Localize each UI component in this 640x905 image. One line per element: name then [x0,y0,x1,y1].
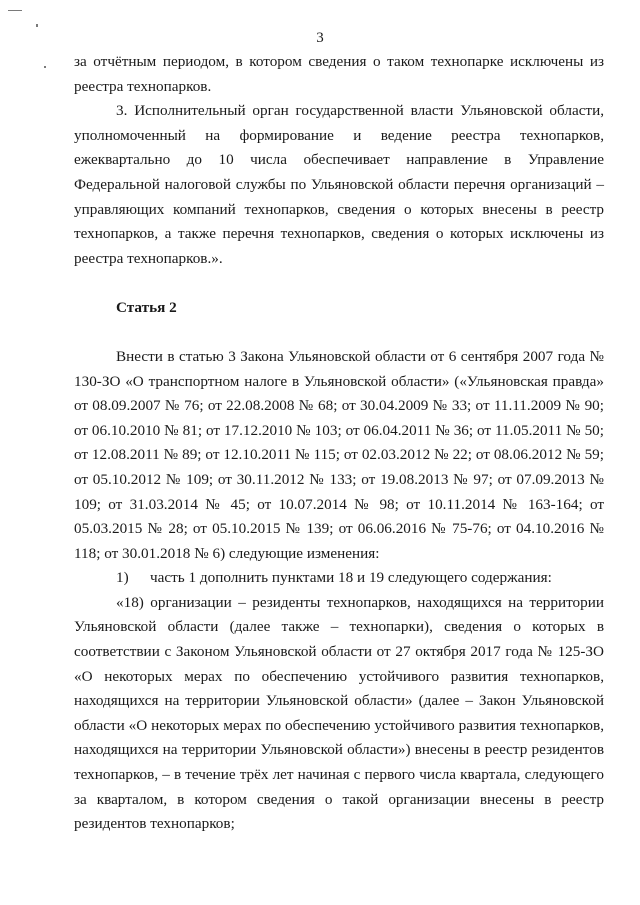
paragraph-amendment-intro: Внести в статью 3 Закона Ульяновской области от 6 сентября 2007 года № 130-ЗО «О транспортном налоге в Ульяновской области» («Ульяновская правда» от 08.09.2007 № 76; от 22.08.2008 № 68; от 30.04.2009 № 33; от 11.11.2009 № 90; от 06.10.2010 № 81; от 17.12.2010 № 103; от 06.04.2011 № 36; от 11.05.2011 № 50; от 12.08.2011 № 89; от 12.10.2011 № 115; от 02.03.2012 № 22; от 08.06.2012 № 59; от 05.10.2012 № 109; от 30.11.2012 № 133; от 19.08.2013 № 97; от 07.09.2013 № 109; от 31.03.2014 № 45; от 10.07.2014 № 98; от 10.11.2014 № 163-164; от 05.03.2015 № 28; от 05.10.2015 № 139; от 06.06.2016 № 75-76; от 04.10.2016 № 118; от 30.01.2018 № 6) следующие изменения: [74,347,604,562]
scan-artifact [8,10,22,11]
document-body [74,50,604,837]
paragraph-continuation: за отчётным периодом, в котором сведения о таком технопарке исключены из реестра технопарков. [74,53,604,95]
list-item-1 [74,566,604,591]
list-item-number: 1) [116,569,129,587]
spacer [74,321,604,345]
list-item-text: часть 1 дополнить пунктами 18 и 19 следующего содержания: [150,569,552,587]
article-heading: Статья 2 [116,299,177,317]
scan-artifact [44,66,46,68]
paragraph-clause-3: 3. Исполнительный орган государственной власти Ульяновской области, уполномоченный на формирование и ведение реестра технопарков, ежеквартально до 10 числа обеспечивает направление в Управление Федеральной налоговой службы по Ульяновской области перечня организаций – управляющих компаний технопарков, сведения о которых внесены в реестр технопарков, а также перечня технопарков, сведения о которых исключены из реестра технопарков.». [74,102,604,267]
page-number: 3 [316,30,324,46]
scan-artifact [36,24,38,27]
spacer [74,271,604,296]
paragraph-point-18: «18) организации – резиденты технопарков, находящихся на территории Ульяновской области (далее также – технопарки), сведения о которых в соответствии с Законом Ульяновской области от 27 октября 2017 года № 125-ЗО «О некоторых мерах по обеспечению устойчивого развития технопарков, находящихся на территории Ульяновской области» (далее – Закон Ульяновской области «О некоторых мерах по обеспечению устойчивого развития технопарков, находящихся на территории Ульяновской области») внесены в реестр резидентов технопарков, – в течение трёх лет начиная с первого числа квартала, следующего за кварталом, в котором сведения о такой организации внесены в реестр резидентов технопарков; [74,593,604,833]
